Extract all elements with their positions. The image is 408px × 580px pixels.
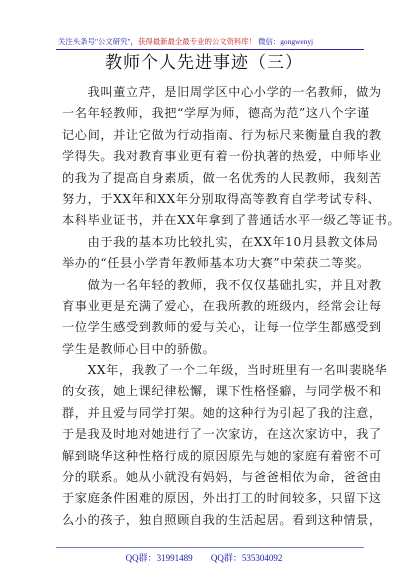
document-title: 教师个人先进事迹（三）: [105, 53, 303, 73]
text-line: 学得失。我对教育事业更有着一份执著的热爱，中师毕业: [62, 149, 382, 164]
text-line: 努力，于XX年和XX年分别取得高等教育自学考试专科、: [62, 191, 381, 206]
text-line: 分的联系。她从小就没有妈妈，与爸爸相依为命，爸爸由: [62, 470, 382, 485]
text-line: 一位学生感受到教师的爱与关心，让每一位学生都感受到: [62, 320, 382, 335]
footer-divider: [56, 547, 364, 548]
promo-account-text: 关注头条号"公文研究"，: [58, 37, 138, 46]
text-line: 于是我及时地对她进行了一次家访，在这次家访中，我了: [62, 427, 382, 442]
text-line: 于家庭条件困难的原因，外出打工的时间较多，只留下这: [62, 491, 382, 506]
footer: [0, 552, 408, 564]
document-body: [62, 82, 401, 531]
text-line: 育事业更是充满了爱心，在我所教的班级内，经常会让每: [62, 298, 382, 313]
qq-group-1: QQ群：31991489: [125, 553, 193, 563]
text-line: 群，并且爱与同学打架。她的这种行为引起了我的注意，: [62, 405, 382, 420]
text-line: 记心间，并让它做为行动指南、行为标尺来衡量自我的教: [62, 127, 382, 142]
text-line: 么小的孩子，独自照顾自我的生活起居。看到这种情景，: [62, 512, 382, 527]
text-line: 本科毕业证书，并在XX年拿到了普通话水平一级乙等证书。: [62, 213, 401, 228]
text-line: 的女孩，她上课纪律松懈，课下性格怪癖，与同学极不和: [62, 384, 382, 399]
qq-group-2: QQ群：535304092: [210, 553, 283, 563]
text-line: 我叫董立芹，是旧周学区中心小学的一名教师，做为: [62, 85, 382, 99]
text-line: 学生是教师心目中的骄傲。: [62, 341, 216, 356]
promo-header: [58, 37, 363, 47]
promo-library-text: 获得最新最全最专业的公文资料库！: [137, 37, 257, 46]
text-line: 解到晓华这种性格行成的原因原先与她的家庭有着密不可: [62, 448, 382, 463]
text-line: XX年，我教了一个二年级，当时班里有一名叫裴晓华: [62, 363, 388, 378]
text-line: 由于我的基本功比较扎实，在XX年10月县教文体局: [62, 234, 379, 249]
promo-wechat-text: 微信：gongwenyj: [256, 37, 314, 46]
text-line: 的我为了提高自身素质，做一名优秀的人民教师，我刻苦: [62, 170, 382, 185]
header-divider: [56, 49, 364, 50]
text-line: 举办的“任县小学青年教师基本功大赛”中荣获二等奖。: [62, 256, 370, 271]
text-line: 做为一名年轻的教师，我不仅仅基础扎实，并且对教: [62, 277, 382, 292]
text-line: 一名年轻教师，我把“学厚为师，德高为范”这八个字谨: [62, 106, 370, 121]
